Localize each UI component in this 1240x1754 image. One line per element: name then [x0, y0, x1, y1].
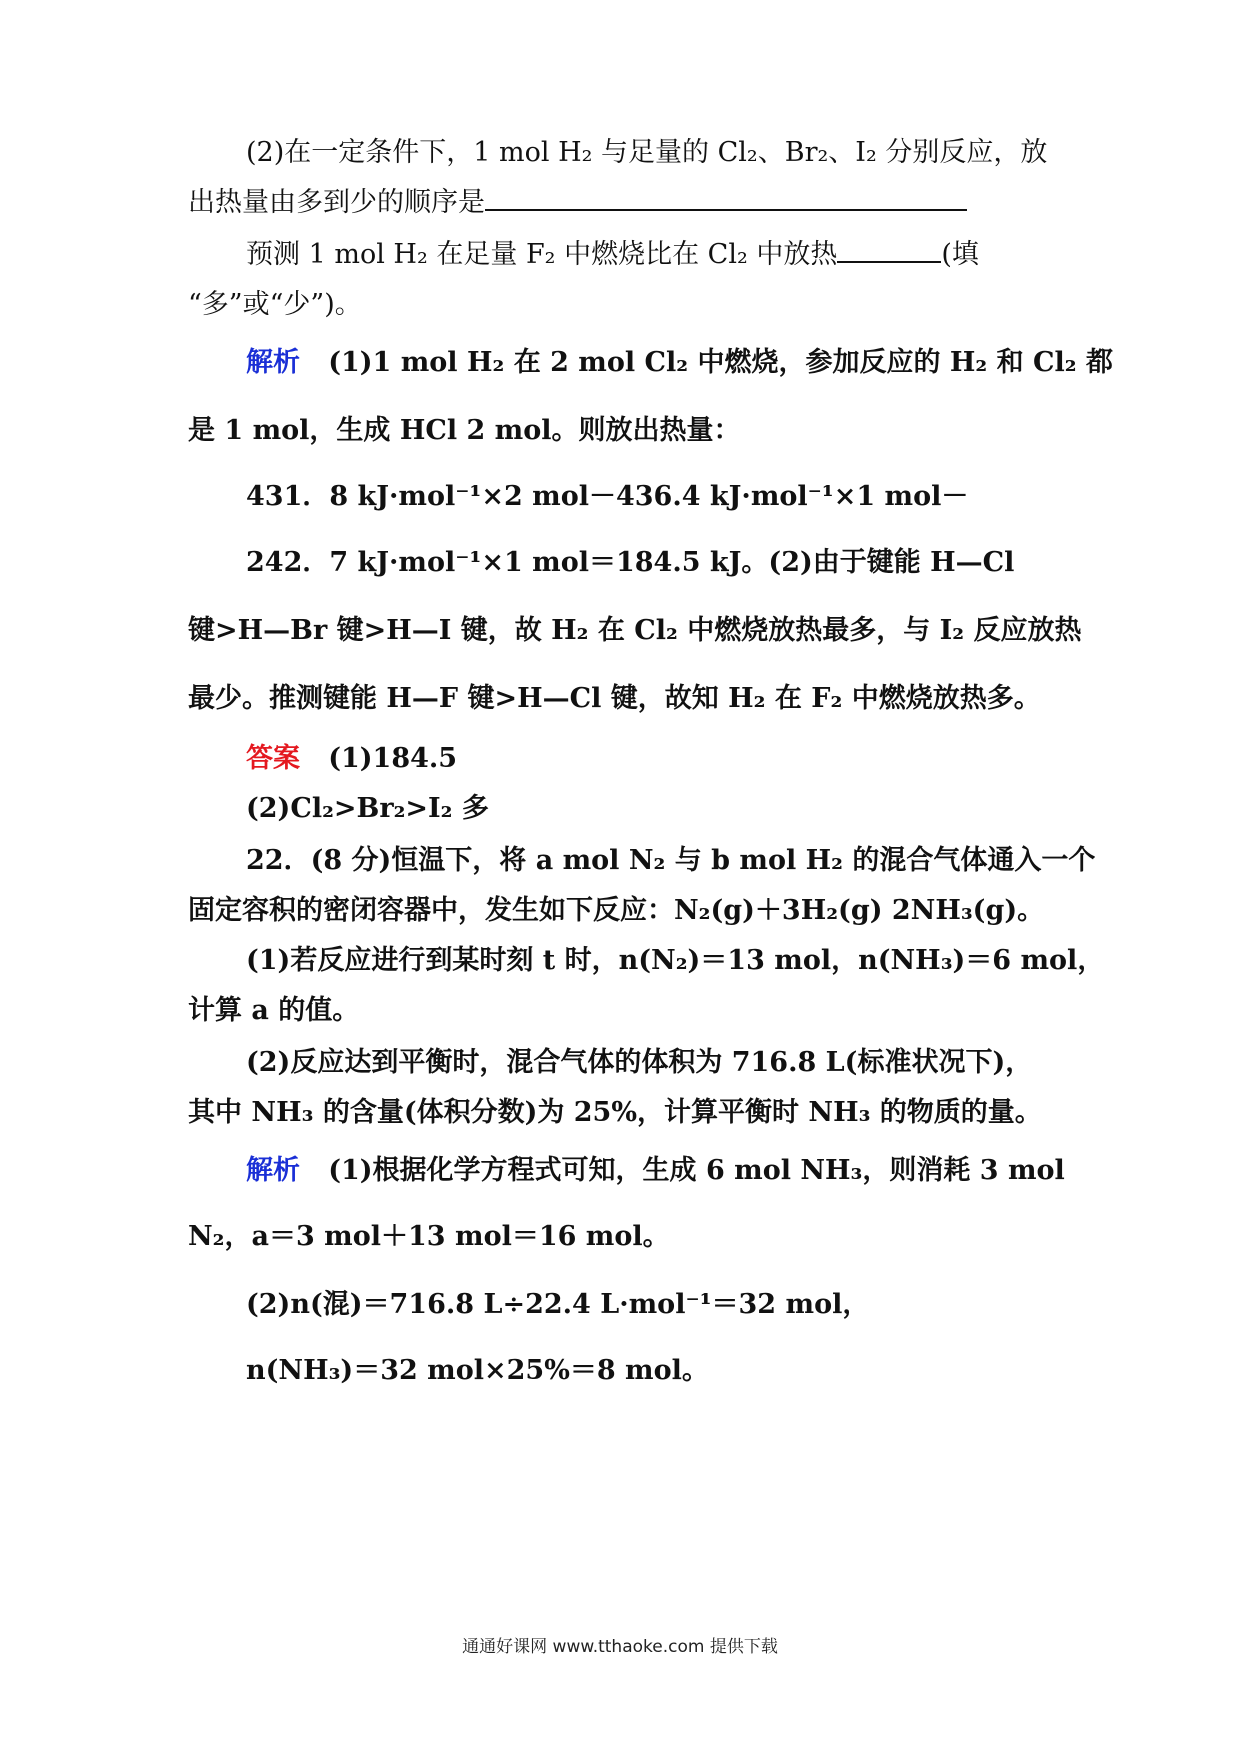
q21-part2-line2: [188, 186, 1058, 220]
q22-line2: 固定容积的密闭容器中，发生如下反应：N₂(g)＋3H₂(g) 2NH₃(g)。: [188, 895, 1045, 926]
page-footer: 通通好课网 www.tthaoke.com 提供下载: [462, 1637, 778, 1657]
q21-part2-line3-text: 预测 1 mol H₂ 在足量 F₂ 中燃烧比在 Cl₂ 中放热: [246, 239, 838, 270]
analysis1-line4: 242．7 kJ·mol⁻¹×1 mol＝184.5 kJ。(2)由于键能 H—Cl: [246, 547, 1015, 578]
q21-part2-line3: [246, 238, 1116, 272]
answer1-line2: (2)Cl₂>Br₂>I₂ 多: [246, 793, 489, 824]
analysis2-line1-text: (1)根据化学方程式可知，生成 6 mol NH₃，则消耗 3 mol: [328, 1155, 1065, 1186]
q21-part2-line1: (2)在一定条件下，1 mol H₂ 与足量的 Cl₂、Br₂、I₂ 分别反应，放: [246, 137, 1048, 168]
analysis1-line6: 最少。推测键能 H—F 键>H—Cl 键，故知 H₂ 在 F₂ 中燃烧放热多。: [188, 683, 1041, 714]
q22-line5: (2)反应达到平衡时，混合气体的体积为 716.8 L(标准状况下)，: [246, 1047, 1033, 1078]
q22-line1: 22．(8 分)恒温下，将 a mol N₂ 与 b mol H₂ 的混合气体通入一个: [246, 845, 1096, 876]
analysis1-line3: 431．8 kJ·mol⁻¹×2 mol－436.4 kJ·mol⁻¹×1 mol－: [246, 481, 969, 512]
q22-line6: 其中 NH₃ 的含量(体积分数)为 25%，计算平衡时 NH₃ 的物质的量。: [188, 1097, 1042, 1128]
answer1-line1: [246, 742, 1116, 776]
q22-line4: 计算 a 的值。: [188, 995, 360, 1026]
analysis2-line2: N₂，a＝3 mol＋13 mol＝16 mol。: [188, 1221, 670, 1252]
analysis-label: 解析: [246, 347, 300, 378]
analysis1-line1: [246, 346, 1116, 380]
q21-part2-line4: “多”或“少”)。: [188, 289, 362, 320]
analysis2-line3: (2)n(混)＝716.8 L÷22.4 L·mol⁻¹＝32 mol，: [246, 1289, 870, 1320]
answer1-line1-text: (1)184.5: [328, 743, 458, 774]
answer-blank-order[interactable]: [485, 187, 967, 211]
analysis1-line1-text: (1)1 mol H₂ 在 2 mol Cl₂ 中燃烧，参加反应的 H₂ 和 Cl₂ 都: [328, 347, 1113, 378]
q21-part2-line2-text: 出热量由多到少的顺序是: [188, 187, 485, 218]
answer-label: 答案: [246, 743, 300, 774]
q22-line3: (1)若反应进行到某时刻 t 时，n(N₂)＝13 mol，n(NH₃)＝6 mol，: [246, 945, 1105, 976]
answer-blank-more-less[interactable]: [837, 239, 941, 263]
analysis-label-2: 解析: [246, 1155, 300, 1186]
analysis2-line1: [246, 1154, 1116, 1188]
analysis1-line2: 是 1 mol，生成 HCl 2 mol。则放出热量：: [188, 415, 741, 446]
q21-part2-line3-end: (填: [941, 239, 979, 270]
analysis2-line4: n(NH₃)＝32 mol×25%＝8 mol。: [246, 1355, 709, 1386]
analysis1-line5: 键>H—Br 键>H—I 键，故 H₂ 在 Cl₂ 中燃烧放热最多，与 I₂ 反应放热: [188, 615, 1082, 646]
